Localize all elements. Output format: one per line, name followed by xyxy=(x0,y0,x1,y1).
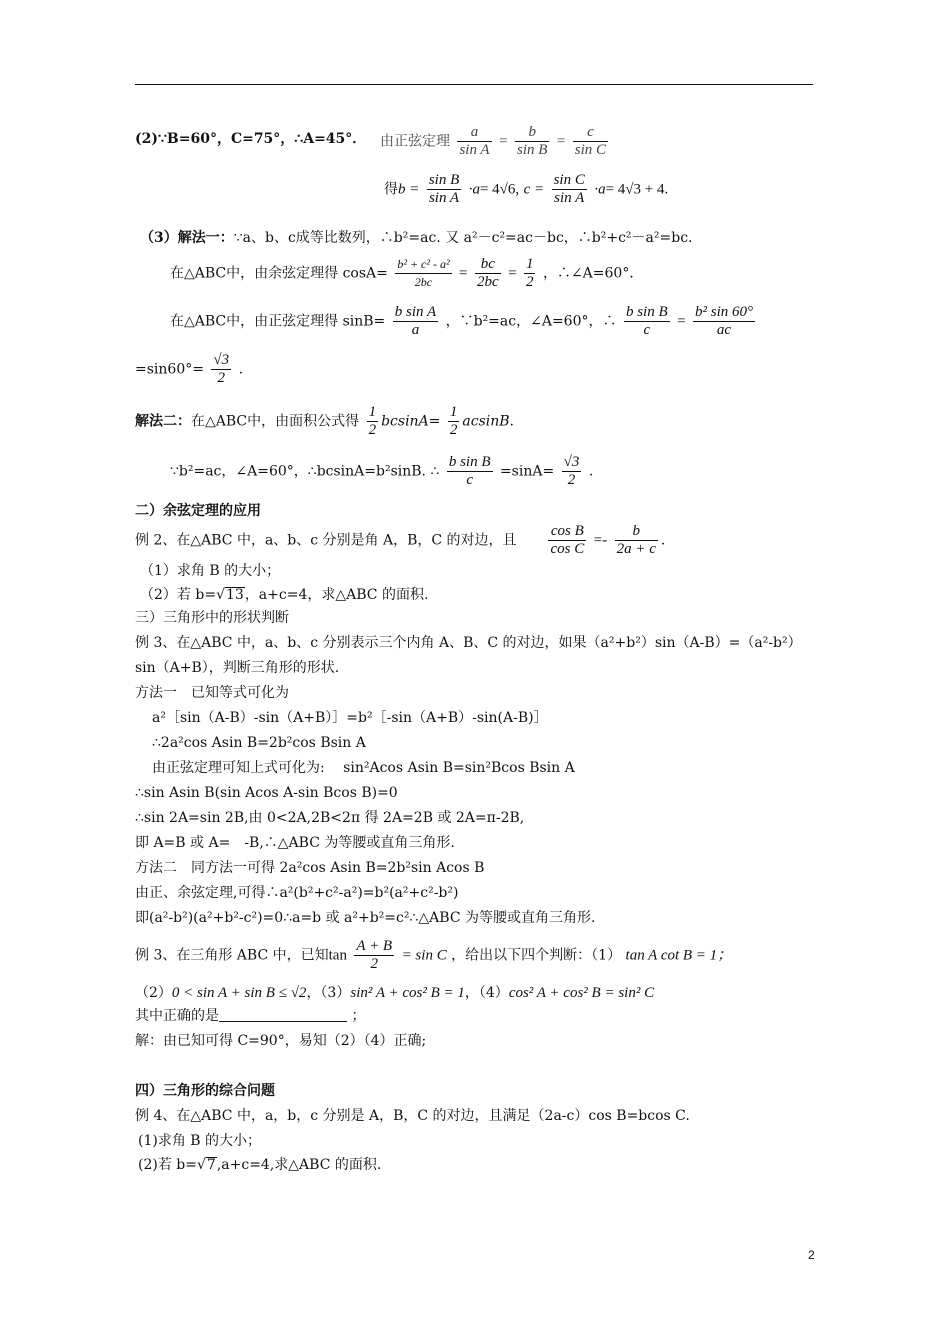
text-line: 例 4、在△ABC 中，a，b，c 分别是 A，B，C 的对边，且满足（2a-c）cos B=bcos C. xyxy=(135,1108,690,1124)
text-line: （3）解法一：∵a、b、c成等比数列，∴b²=ac. 又 a²－c²=ac－bc，∴b²+c²－a²=bc. xyxy=(140,230,693,246)
text-line: 其中正确的是 ； xyxy=(135,1008,366,1024)
text-line: 方法一 已知等式可化为 xyxy=(135,685,289,701)
math-line: 由正弦定理 $\frac{a}{\text{sin A}}$ = $\frac{b}{\text{sin B}}$ = $\frac{c}{\text{sin C}}$ xyxy=(380,124,607,158)
text-line: ∴sin Asin B(sin Acos A-sin Bcos B)=0 xyxy=(135,785,398,801)
text-line: a²［sin（A-B）-sin（A+B）］=b²［-sin（A+B）-sin(A-B)］ xyxy=(152,710,548,726)
text-line: （1）求角 B 的大小； xyxy=(140,563,281,579)
text-line: ∴2a²cos Asin B=2b²cos Bsin A xyxy=(152,735,366,751)
text-line: 即(a²-b²)(a²+b²-c²)=0∴a=b 或 a²+b²=c²∴△ABC 为等腰或直角三角形. xyxy=(135,910,596,926)
math-line: ∵b²=ac，∠A=60°，∴bcsinA=b²sinB. ∴ $\frac{\text{b sin B}}{c}$ =sinA= $\frac{√3}{2}$ . xyxy=(170,454,594,488)
text-line: (2)∵B=60°，C=75°，∴A=45°． xyxy=(135,131,367,147)
text-line: 由正弦定理可知上式可化为: sin²Acos Asin B=sin²Bcos Bsin A xyxy=(152,760,575,776)
page-number: 2 xyxy=(808,1248,815,1262)
math-line: 在△ABC中，由余弦定理得 cosA= $\frac{\text{b² + c² - a²}}{2bc}$ = $\frac{bc}{2bc}$ = $\frac{1}{2}$ ，∴∠A=60°． xyxy=(170,256,644,290)
text-line: 解：由已知可得 C=90°，易知（2）（4）正确; xyxy=(135,1033,427,1049)
text-line: ∴sin 2A=sin 2B,由 0<2A,2B<2π 得 2A=2B 或 2A=π-2B, xyxy=(135,810,525,826)
math-line: （2）0 < sin A + sin B ≤ √2，（3）sin² A + cos² B = 1，（4）cos² A + cos² B = sin² C xyxy=(135,985,655,1001)
text-line: 方法二 同方法一可得 2a²cos Asin B=2b²sin Acos B xyxy=(135,860,485,876)
text-line: 由正、余弦定理,可得∴a²(b²+c²-a²)=b²(a²+c²-b²) xyxy=(135,885,459,901)
text-line: (2)若 b=√7,a+c=4,求△ABC 的面积. xyxy=(138,1157,382,1173)
math-line: =sin60°= $\frac{√3}{2}$ . xyxy=(135,352,244,386)
answer-blank[interactable] xyxy=(219,1007,347,1022)
text-line: sin（A+B），判断三角形的形状. xyxy=(135,660,340,676)
section-heading: 三）三角形中的形状判断 xyxy=(135,610,289,626)
section-heading: 二）余弦定理的应用 xyxy=(135,503,261,519)
math-line: 例 3、在三角形 ABC 中，已知tan $\frac{A + B}{2}$ = sin C ，给出以下四个判断：（1） tan A cot B = 1； xyxy=(135,938,733,972)
text-line: (1)求角 B 的大小； xyxy=(138,1133,262,1149)
math-line: 在△ABC中，由正弦定理得 sinB= $\frac{\text{b sin A}}{a}$ ，∵b²=ac，∠A=60°，∴ $\frac{\text{b sin B}}{c}$ = $\frac{\text{b² sin 60°}}{ac}$ xyxy=(170,304,754,338)
math-line: 解法二：在△ABC中，由面积公式得 $\frac{1}{2}$ bcsinA= $\frac{1}{2}$ acsinB. xyxy=(135,404,514,438)
header-rule xyxy=(135,84,813,85)
math-line: 得b = $\frac{\text{sin B}}{\text{sin A}}$ ·a= 4√6, c = $\frac{\text{sin C}}{\text{sin A}}$ ·a= 4√3 + 4. xyxy=(384,172,669,206)
text-line: （2）若 b=√13，a+c=4，求△ABC 的面积. xyxy=(140,587,429,603)
math-line: 例 2、在△ABC 中，a、b、c 分别是角 A，B，C 的对边，且 $\frac{\text{cos B}}{\text{cos C}}$ =- $\frac{b}{2a + c}$ . xyxy=(135,523,666,557)
section-heading: 四）三角形的综合问题 xyxy=(135,1083,275,1099)
text-line: 例 3、在△ABC 中，a、b、c 分别表示三个内角 A、B、C 的对边，如果（a²+b²）sin（A-B）=（a²-b²） xyxy=(135,635,802,651)
text-line: 即 A=B 或 A= -B,∴△ABC 为等腰或直角三角形. xyxy=(135,835,455,851)
